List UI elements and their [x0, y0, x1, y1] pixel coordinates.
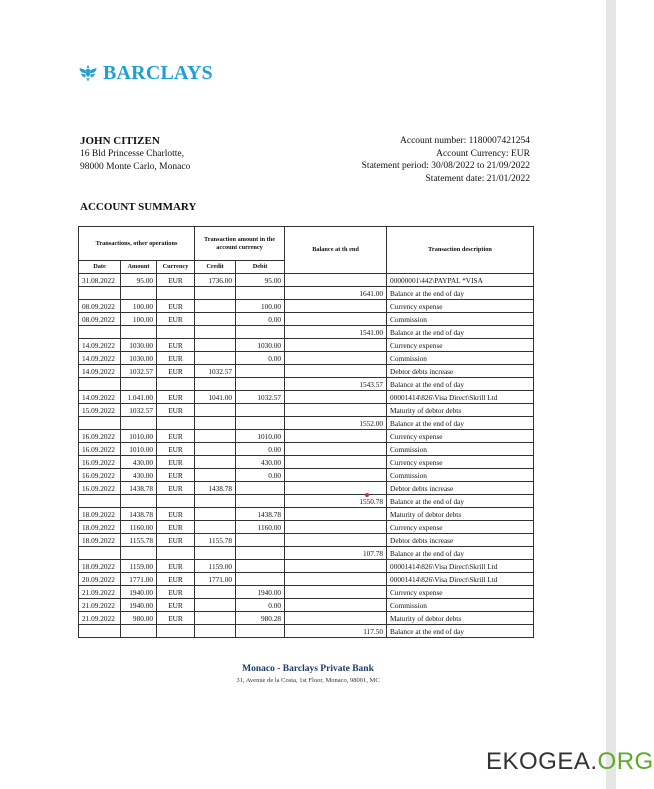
cell-description: Currency expense — [387, 521, 534, 534]
cell-date: 18.09.2022 — [79, 508, 121, 521]
cell-credit — [195, 378, 236, 391]
cell-amount: 1010.00 — [121, 430, 157, 443]
table-row — [79, 456, 534, 469]
cell-credit — [195, 417, 236, 430]
cell-debit: 1032.57 — [236, 391, 285, 404]
table-row — [79, 547, 534, 560]
cell-balance — [285, 443, 387, 456]
cell-debit: 1438.78 — [236, 508, 285, 521]
cell-amount: 1438.78 — [121, 508, 157, 521]
cell-currency — [157, 417, 195, 430]
cell-amount: 1010.00 — [121, 443, 157, 456]
eagle-icon — [78, 63, 98, 83]
statement-period: Statement period: 30/08/2022 to 21/09/2022 — [361, 161, 530, 171]
cell-currency — [157, 378, 195, 391]
cell-currency: EUR — [157, 482, 195, 495]
cell-date: 18.09.2022 — [79, 534, 121, 547]
cell-debit — [236, 365, 285, 378]
cell-description: Balance at the end of day — [387, 378, 534, 391]
table-row — [79, 625, 534, 638]
table-row — [79, 365, 534, 378]
cell-date: 16.09.2022 — [79, 443, 121, 456]
table-row — [79, 352, 534, 365]
table-row — [79, 404, 534, 417]
cell-credit — [195, 287, 236, 300]
cell-currency: EUR — [157, 573, 195, 586]
cell-description: Commission — [387, 599, 534, 612]
cell-date: 14.09.2022 — [79, 391, 121, 404]
cell-currency: EUR — [157, 339, 195, 352]
header-amount-currency: Transaction amount in the account currency — [195, 227, 285, 261]
cell-balance: 1550.78 — [285, 495, 387, 508]
cell-currency: EUR — [157, 469, 195, 482]
cell-date: 31.08.2022 — [79, 274, 121, 287]
cell-date: 08.09.2022 — [79, 313, 121, 326]
cell-currency: EUR — [157, 456, 195, 469]
column-amount: Amount — [121, 261, 157, 274]
table-row — [79, 612, 534, 625]
cell-description: Maturity of debtor debts — [387, 612, 534, 625]
red-dot-mark — [365, 493, 369, 497]
table-row — [79, 339, 534, 352]
table-row — [79, 495, 534, 508]
cell-credit — [195, 547, 236, 560]
cell-credit — [195, 300, 236, 313]
cell-currency — [157, 326, 195, 339]
cell-currency: EUR — [157, 508, 195, 521]
cell-date: 21.09.2022 — [79, 599, 121, 612]
table-row — [79, 586, 534, 599]
cell-description: Debtor debts increase — [387, 482, 534, 495]
column-currency: Currency — [157, 261, 195, 274]
cell-debit: 0.00 — [236, 469, 285, 482]
cell-balance — [285, 391, 387, 404]
cell-debit — [236, 482, 285, 495]
cell-amount: 1940.00 — [121, 599, 157, 612]
cell-description: Commission — [387, 352, 534, 365]
cell-description: Currency expense — [387, 430, 534, 443]
cell-currency — [157, 287, 195, 300]
cell-date: 08.09.2022 — [79, 300, 121, 313]
cell-balance — [285, 521, 387, 534]
cell-date: 14.09.2022 — [79, 352, 121, 365]
header-balance: Balance at th end — [285, 227, 387, 274]
cell-debit: 1940.00 — [236, 586, 285, 599]
cell-amount: 95.00 — [121, 274, 157, 287]
cell-credit — [195, 625, 236, 638]
cell-date: 14.09.2022 — [79, 365, 121, 378]
header-transactions: Transactions, other operations — [79, 227, 195, 261]
table-row — [79, 326, 534, 339]
cell-description: 00001414\826\Visa Direct\Skrill Ltd — [387, 391, 534, 404]
cell-credit — [195, 326, 236, 339]
cell-debit — [236, 560, 285, 573]
table-row — [79, 521, 534, 534]
cell-description: Balance at the end of day — [387, 326, 534, 339]
cell-balance — [285, 534, 387, 547]
cell-currency: EUR — [157, 443, 195, 456]
cell-debit: 0.00 — [236, 352, 285, 365]
cell-debit: 1160.00 — [236, 521, 285, 534]
table-row — [79, 573, 534, 586]
cell-balance: 1541.00 — [285, 326, 387, 339]
cell-amount: 1030.00 — [121, 352, 157, 365]
cell-balance — [285, 469, 387, 482]
cell-currency: EUR — [157, 599, 195, 612]
cell-balance — [285, 300, 387, 313]
table-row — [79, 430, 534, 443]
cell-debit — [236, 573, 285, 586]
table-row — [79, 443, 534, 456]
cell-balance: 107.78 — [285, 547, 387, 560]
watermark-part1: EKOGEA. — [486, 748, 598, 775]
cell-description: 00001414\826\Visa Direct\Skrill Ltd — [387, 573, 534, 586]
cell-credit: 1032.57 — [195, 365, 236, 378]
cell-description: Currency expense — [387, 300, 534, 313]
cell-amount: 100.00 — [121, 300, 157, 313]
cell-date: 20.09.2022 — [79, 573, 121, 586]
cell-balance: 1543.57 — [285, 378, 387, 391]
watermark — [486, 748, 654, 776]
cell-date — [79, 326, 121, 339]
cell-currency — [157, 625, 195, 638]
cell-date: 16.09.2022 — [79, 430, 121, 443]
table-row — [79, 287, 534, 300]
cell-credit: 1159.00 — [195, 560, 236, 573]
table-row — [79, 534, 534, 547]
table-row — [79, 469, 534, 482]
column-credit: Credit — [195, 261, 236, 274]
cell-debit: 1030.00 — [236, 339, 285, 352]
cell-description: Balance at the end of day — [387, 625, 534, 638]
cell-currency: EUR — [157, 300, 195, 313]
cell-date: 15.09.2022 — [79, 404, 121, 417]
cell-currency: EUR — [157, 365, 195, 378]
cell-credit — [195, 521, 236, 534]
cell-description: Balance at the end of day — [387, 417, 534, 430]
cell-description: Balance at the end of day — [387, 495, 534, 508]
cell-amount: 1771.00 — [121, 573, 157, 586]
cell-debit: 95.00 — [236, 274, 285, 287]
table-row — [79, 599, 534, 612]
table-row — [79, 300, 534, 313]
cell-amount: 430.00 — [121, 469, 157, 482]
cell-description: Debtor debts increase — [387, 534, 534, 547]
cell-credit — [195, 469, 236, 482]
cell-currency: EUR — [157, 586, 195, 599]
cell-balance — [285, 365, 387, 378]
cell-credit — [195, 599, 236, 612]
cell-description: Commission — [387, 443, 534, 456]
cell-description: 00001414\826\Visa Direct\Skrill Ltd — [387, 560, 534, 573]
cell-credit — [195, 404, 236, 417]
cell-debit — [236, 287, 285, 300]
cell-date — [79, 417, 121, 430]
cell-amount: 1159.00 — [121, 560, 157, 573]
account-summary-table — [78, 226, 534, 638]
statement-date: Statement date: 21/01/2022 — [425, 173, 530, 184]
cell-balance — [285, 586, 387, 599]
cell-currency — [157, 547, 195, 560]
cell-debit: 980.28 — [236, 612, 285, 625]
table-row — [79, 274, 534, 287]
cell-balance — [285, 339, 387, 352]
cell-amount: 1032.57 — [121, 404, 157, 417]
cell-balance — [285, 573, 387, 586]
watermark-part2: ORG — [597, 748, 654, 775]
barclays-logo — [78, 62, 213, 84]
cell-date: 21.09.2022 — [79, 612, 121, 625]
cell-amount: 100.00 — [121, 313, 157, 326]
cell-debit — [236, 404, 285, 417]
table-row — [79, 391, 534, 404]
cell-amount — [121, 417, 157, 430]
cell-credit — [195, 612, 236, 625]
cell-date: 16.09.2022 — [79, 456, 121, 469]
cell-balance — [285, 430, 387, 443]
cell-description: Debtor debts increase — [387, 365, 534, 378]
cell-balance — [285, 352, 387, 365]
table-row — [79, 417, 534, 430]
cell-currency: EUR — [157, 430, 195, 443]
cell-date — [79, 495, 121, 508]
cell-date — [79, 287, 121, 300]
cell-debit — [236, 326, 285, 339]
table-row — [79, 560, 534, 573]
cell-currency: EUR — [157, 352, 195, 365]
cell-credit: 1771.00 — [195, 573, 236, 586]
cell-currency: EUR — [157, 391, 195, 404]
cell-currency: EUR — [157, 560, 195, 573]
cell-amount — [121, 495, 157, 508]
footer-bank-name: Monaco - Barclays Private Bank — [242, 664, 374, 674]
cell-amount — [121, 287, 157, 300]
brand-name: BARCLAYS — [103, 62, 213, 84]
cell-balance: 1552.00 — [285, 417, 387, 430]
cell-amount — [121, 378, 157, 391]
cell-balance: 117.50 — [285, 625, 387, 638]
cell-description: Maturity of debtor debts — [387, 508, 534, 521]
cell-amount: 1940.00 — [121, 586, 157, 599]
cell-debit — [236, 534, 285, 547]
cell-credit — [195, 443, 236, 456]
cell-currency: EUR — [157, 313, 195, 326]
cell-balance — [285, 508, 387, 521]
cell-description: Currency expense — [387, 339, 534, 352]
cell-credit — [195, 508, 236, 521]
cell-date: 16.09.2022 — [79, 482, 121, 495]
account-summary-title: ACCOUNT SUMMARY — [80, 201, 197, 213]
cell-balance — [285, 482, 387, 495]
cell-currency: EUR — [157, 274, 195, 287]
cell-amount — [121, 625, 157, 638]
cell-debit: 0.00 — [236, 443, 285, 456]
cell-amount — [121, 547, 157, 560]
footer-bank-address: 31, Avenue de la Costa, 1st Floor, Monaco, 98001, MC — [236, 677, 380, 684]
customer-address-block — [80, 135, 190, 173]
cell-debit — [236, 378, 285, 391]
cell-amount: 1.041.00 — [121, 391, 157, 404]
column-date: Date — [79, 261, 121, 274]
cell-debit: 430.00 — [236, 456, 285, 469]
cell-debit: 0.00 — [236, 599, 285, 612]
cell-debit — [236, 417, 285, 430]
cell-balance — [285, 560, 387, 573]
cell-amount: 1160.00 — [121, 521, 157, 534]
cell-debit: 100.00 — [236, 300, 285, 313]
cell-description: Commission — [387, 313, 534, 326]
cell-date: 18.09.2022 — [79, 560, 121, 573]
cell-amount: 1438.78 — [121, 482, 157, 495]
cell-description: Commission — [387, 469, 534, 482]
account-currency: Account Currency: EUR — [436, 148, 530, 159]
cell-credit — [195, 430, 236, 443]
cell-description: Balance at the end of day — [387, 547, 534, 560]
cell-date: 16.09.2022 — [79, 469, 121, 482]
cell-amount: 430.00 — [121, 456, 157, 469]
table-row — [79, 482, 534, 495]
cell-date — [79, 547, 121, 560]
cell-description: 00000001\442\PAYPAL *VISA — [387, 274, 534, 287]
cell-description: Maturity of debtor debts — [387, 404, 534, 417]
cell-credit — [195, 456, 236, 469]
cell-debit: 0.00 — [236, 313, 285, 326]
cell-date — [79, 625, 121, 638]
cell-balance — [285, 404, 387, 417]
cell-description: Currency expense — [387, 456, 534, 469]
cell-date — [79, 378, 121, 391]
customer-name: JOHN CITIZEN — [80, 135, 160, 147]
cell-balance — [285, 612, 387, 625]
cell-credit — [195, 339, 236, 352]
table-body — [79, 274, 534, 638]
cell-debit — [236, 625, 285, 638]
table-row — [79, 378, 534, 391]
table-row — [79, 508, 534, 521]
cell-amount: 1155.78 — [121, 534, 157, 547]
cell-credit: 1736.00 — [195, 274, 236, 287]
cell-credit: 1041.00 — [195, 391, 236, 404]
cell-amount: 980.00 — [121, 612, 157, 625]
account-info-block — [362, 135, 530, 185]
table-row — [79, 313, 534, 326]
cell-credit — [195, 495, 236, 508]
account-number: Account number: 1180007421254 — [400, 136, 530, 146]
cell-debit: 1010.00 — [236, 430, 285, 443]
cell-balance — [285, 456, 387, 469]
cell-currency: EUR — [157, 612, 195, 625]
cell-debit — [236, 495, 285, 508]
cell-balance: 1641.00 — [285, 287, 387, 300]
customer-address-line2: 98000 Monte Carlo, Monaco — [80, 161, 191, 172]
cell-currency: EUR — [157, 521, 195, 534]
cell-amount: 1032.57 — [121, 365, 157, 378]
cell-credit: 1155.78 — [195, 534, 236, 547]
cell-credit: 1438.78 — [195, 482, 236, 495]
cell-description: Currency expense — [387, 586, 534, 599]
cell-amount — [121, 326, 157, 339]
cell-balance — [285, 274, 387, 287]
cell-debit — [236, 547, 285, 560]
column-debit: Debit — [236, 261, 285, 274]
cell-currency — [157, 495, 195, 508]
cell-date: 18.09.2022 — [79, 521, 121, 534]
cell-credit — [195, 586, 236, 599]
cell-credit — [195, 352, 236, 365]
cell-date: 21.09.2022 — [79, 586, 121, 599]
cell-amount: 1030.00 — [121, 339, 157, 352]
cell-currency: EUR — [157, 404, 195, 417]
cell-currency: EUR — [157, 534, 195, 547]
cell-balance — [285, 599, 387, 612]
header-description: Transaction description — [387, 227, 534, 274]
cell-date: 14.09.2022 — [79, 339, 121, 352]
cell-balance — [285, 313, 387, 326]
cell-description: Balance at the end of day — [387, 287, 534, 300]
customer-address-line1: 16 Bld Princesse Charlotte, — [80, 149, 184, 159]
cell-credit — [195, 313, 236, 326]
